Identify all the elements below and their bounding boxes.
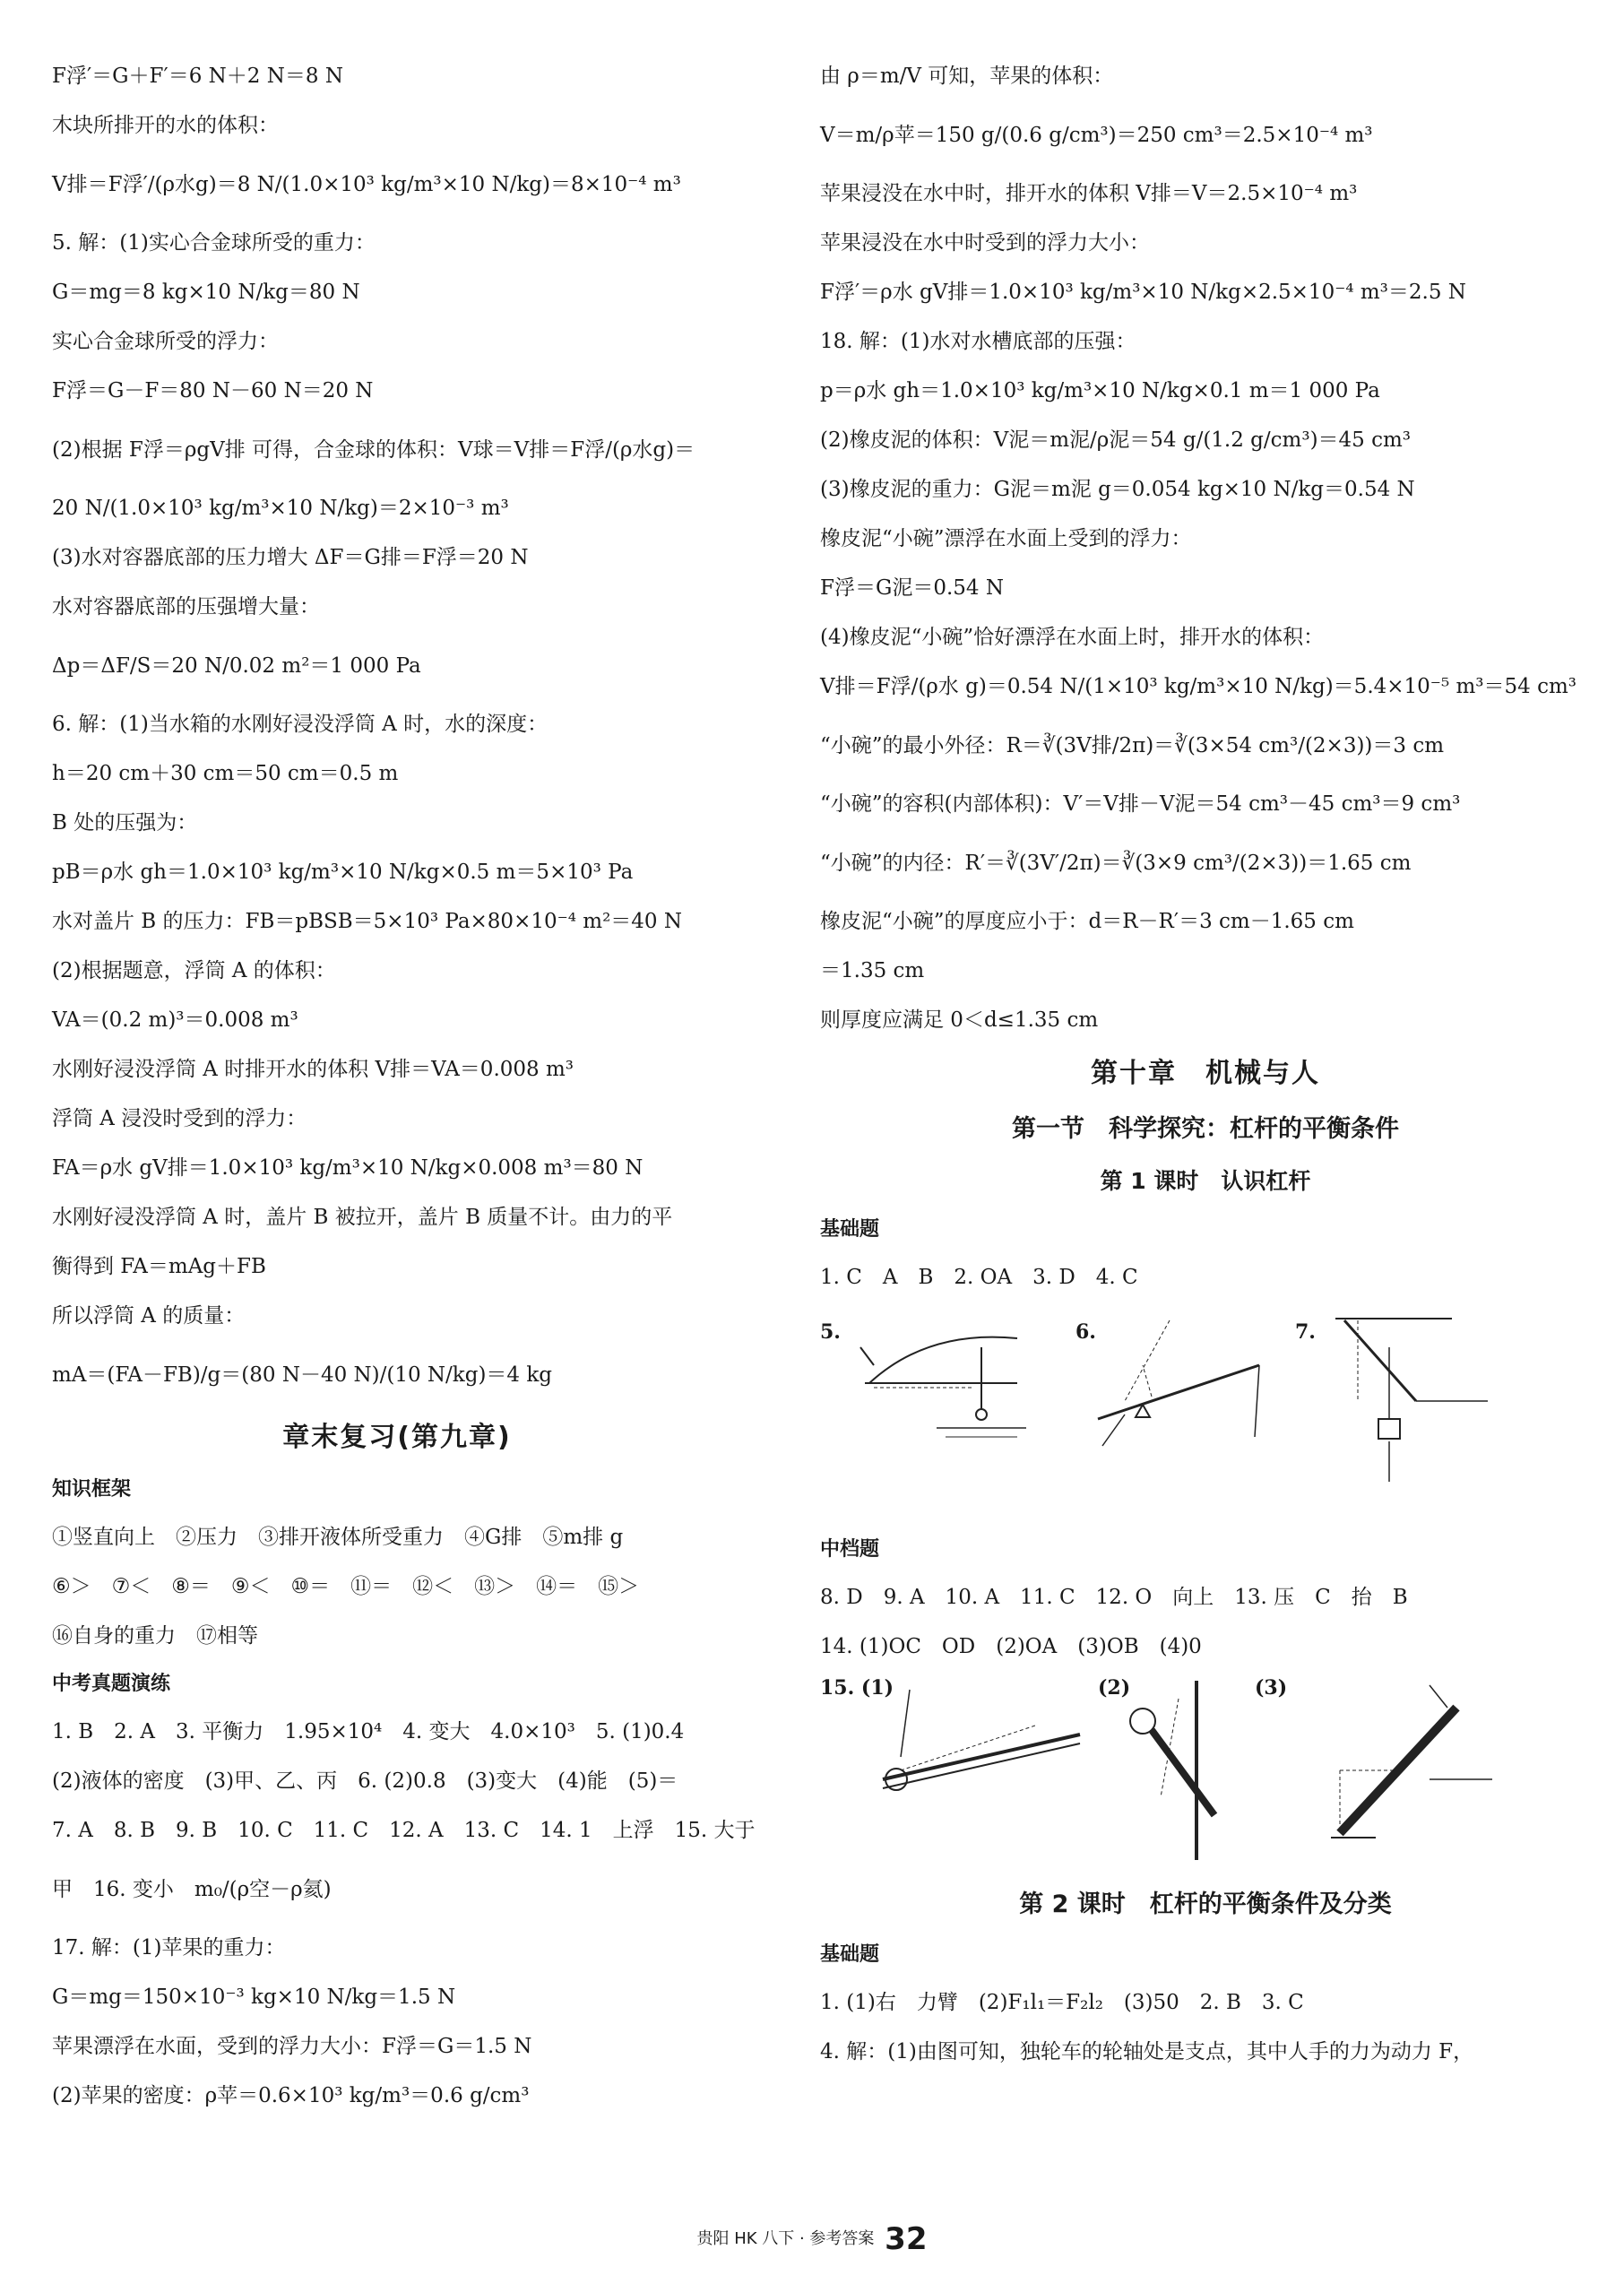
- figure-15-3-diagram: [1304, 1681, 1501, 1860]
- answer-line: G＝mg＝8 kg×10 N/kg＝80 N: [52, 281, 360, 304]
- answer-line: 则厚度应满足 0＜d≤1.35 cm: [820, 1008, 1099, 1032]
- answer-line: 实心合金球所受的浮力：: [52, 330, 279, 353]
- answer-line: 衡得到 FA＝mAg＋FB: [52, 1255, 266, 1278]
- answer-line: 水对容器底部的压强增大量：: [52, 595, 320, 619]
- answer-line: FA＝ρ水 gV排＝1.0×10³ kg/m³×10 N/kg×0.008 m³＝80 N: [52, 1156, 644, 1180]
- figure-15-1-diagram: [874, 1681, 1089, 1815]
- basic-heading: 基础题: [820, 1943, 880, 1966]
- exam-line: 1. B 2. A 3. 平衡力 1.95×10⁴ 4. 变大 4.0×10³ 5. (1)0.4: [52, 1720, 685, 1743]
- answer-line: 20 N/(1.0×10³ kg/m³×10 N/kg)＝2×10⁻³ m³: [52, 497, 509, 520]
- answer-line: 5. 解：(1)实心合金球所受的重力：: [52, 231, 376, 255]
- answer-line: (3)橡皮泥的重力：G泥＝m泥 g＝0.054 kg×10 N/kg＝0.54 N: [820, 478, 1415, 501]
- framework-line: ①竖直向上 ②压力 ③排开液体所受重力 ④G排 ⑤m排 g: [52, 1526, 624, 1549]
- answer-line: Δp＝ΔF/S＝20 N/0.02 m²＝1 000 Pa: [52, 654, 421, 678]
- answer-line: (4)橡皮泥“小碗”恰好漂浮在水面上时，排开水的体积：: [820, 626, 1325, 649]
- exam-line: 7. A 8. B 9. B 10. C 11. C 12. A 13. C 14. 1 上浮 15. 大于: [52, 1819, 756, 1842]
- answer-line: mA＝(FA－FB)/g＝(80 N－40 N)/(10 N/kg)＝4 kg: [52, 1363, 553, 1387]
- mid-heading: 中档题: [820, 1538, 880, 1561]
- mid-line: 14. (1)OC OD (2)OA (3)OB (4)0: [820, 1635, 1202, 1658]
- answer-line: (2)根据题意，浮筒 A 的体积：: [52, 959, 336, 982]
- exam-line: (2)液体的密度 (3)甲、乙、丙 6. (2)0.8 (3)变大 (4)能 (5)＝: [52, 1769, 678, 1793]
- chapter-review-title: 章末复习(第九章): [282, 1422, 512, 1453]
- figure-5-diagram: [847, 1311, 1026, 1455]
- answer-line: 浮筒 A 浸没时受到的浮力：: [52, 1107, 307, 1130]
- answer-line: 橡皮泥“小碗”的厚度应小于：d＝R－R′＝3 cm－1.65 cm: [820, 910, 1354, 933]
- basic-heading: 基础题: [820, 1218, 880, 1241]
- answer-line: 水对盖片 B 的压力：FB＝pBSB＝5×10³ Pa×80×10⁻⁴ m²＝40 N: [52, 910, 683, 933]
- answer-line: ＝1.35 cm: [820, 959, 925, 982]
- page-footer: [0, 2221, 1624, 2257]
- page-number: 32: [885, 2221, 928, 2257]
- lesson-title: 第 1 课时 认识杠杆: [1100, 1168, 1311, 1194]
- mid-line: 8. D 9. A 10. A 11. C 12. O 向上 13. 压 C 抬 B: [820, 1586, 1408, 1609]
- answer-line: “小碗”的内径：R′＝∛(3V′/2π)＝∛(3×9 cm³/(2×3))＝1.65 cm: [820, 852, 1412, 875]
- exam-heading: 中考真题演练: [52, 1673, 171, 1695]
- answer-line: 6. 解：(1)当水箱的水刚好浸没浮筒 A 时，水的深度：: [52, 713, 549, 736]
- framework-line: ⑥＞ ⑦＜ ⑧＝ ⑨＜ ⑩＝ ⑪＝ ⑫＜ ⑬＞ ⑭＝ ⑮＞: [52, 1575, 640, 1598]
- answer-line: (2)根据 F浮＝ρgV排 可得，合金球的体积：V球＝V排＝F浮/(ρ水g)＝: [52, 438, 695, 462]
- answer-line: 18. 解：(1)水对水槽底部的压强：: [820, 330, 1136, 353]
- answer-line: “小碗”的容积(内部体积)：V′＝V排－V泥＝54 cm³－45 cm³＝9 cm³: [820, 792, 1461, 816]
- exam-line: 甲 16. 变小 m₀/(ρ空－ρ氦): [52, 1878, 332, 1901]
- framework-line: ⑯自身的重力 ⑰相等: [52, 1624, 258, 1648]
- lever-figures: [820, 1302, 1591, 1527]
- fig-label: (3): [1255, 1676, 1288, 1700]
- answer-line: (3)水对容器底部的压力增大 ΔF＝G排＝F浮＝20 N: [52, 546, 529, 569]
- exam-line: 17. 解：(1)苹果的重力：: [52, 1936, 286, 1960]
- left-column: [52, 52, 756, 2121]
- exam-line: 苹果漂浮在水面，受到的浮力大小：F浮＝G＝1.5 N: [52, 2035, 532, 2058]
- figure-15-2-diagram: [1116, 1681, 1241, 1860]
- framework-heading: 知识框架: [52, 1478, 132, 1501]
- exam-line: G＝mg＝150×10⁻³ kg×10 N/kg＝1.5 N: [52, 1986, 456, 2009]
- answer-line: 所以浮筒 A 的质量：: [52, 1304, 246, 1328]
- answer-line: 由 ρ＝m/V 可知，苹果的体积：: [820, 65, 1114, 88]
- answer-line: F浮′＝ρ水 gV排＝1.0×10³ kg/m³×10 N/kg×2.5×10⁻⁴ m³＝2.5 N: [820, 281, 1466, 304]
- basic-line: 4. 解：(1)由图可知，独轮车的轮轴处是支点，其中人手的力为动力 F，: [820, 2040, 1474, 2063]
- answer-line: F浮＝G泥＝0.54 N: [820, 576, 1004, 600]
- answer-line: B 处的压强为：: [52, 811, 198, 835]
- answer-line: 橡皮泥“小碗”漂浮在水面上受到的浮力：: [820, 527, 1192, 550]
- figure-6-diagram: [1089, 1311, 1268, 1455]
- footer-text: 贵阳 HK 八下 · 参考答案: [696, 2229, 875, 2248]
- fig-label: 6.: [1075, 1320, 1096, 1344]
- answer-line: F浮＝G－F＝80 N－60 N＝20 N: [52, 379, 374, 402]
- answer-line: h＝20 cm＋30 cm＝50 cm＝0.5 m: [52, 762, 399, 785]
- basic-answers: 1. C A B 2. OA 3. D 4. C: [820, 1266, 1138, 1289]
- fig-label: 7.: [1295, 1320, 1316, 1344]
- answer-line: 苹果浸没在水中时，排开水的体积 V排＝V＝2.5×10⁻⁴ m³: [820, 182, 1358, 205]
- answer-line: pB＝ρ水 gh＝1.0×10³ kg/m³×10 N/kg×0.5 m＝5×10³ Pa: [52, 861, 634, 884]
- lesson-title: 第 2 课时 杠杆的平衡条件及分类: [1019, 1890, 1392, 1918]
- answer-line: p＝ρ水 gh＝1.0×10³ kg/m³×10 N/kg×0.1 m＝1 000 Pa: [820, 379, 1380, 402]
- answer-line: V排＝F浮/(ρ水 g)＝0.54 N/(1×10³ kg/m³×10 N/kg)＝5.4×10⁻⁵ m³＝54 cm³: [820, 675, 1576, 698]
- answer-line: 水刚好浸没浮筒 A 时，盖片 B 被拉开，盖片 B 质量不计。由力的平: [52, 1206, 673, 1229]
- answer-line: V排＝F浮′/(ρ水g)＝8 N/(1.0×10³ kg/m³×10 N/kg)＝8×10⁻⁴ m³: [52, 173, 681, 196]
- answer-line: “小碗”的最小外径：R＝∛(3V排/2π)＝∛(3×54 cm³/(2×3))＝3 cm: [820, 734, 1445, 757]
- figure-15: [820, 1672, 1591, 1878]
- answer-line: 苹果浸没在水中时受到的浮力大小：: [820, 231, 1150, 255]
- right-column: [820, 52, 1591, 2077]
- chapter-title: 第十章 机械与人: [1091, 1058, 1320, 1089]
- section-title: 第一节 科学探究：杠杆的平衡条件: [1012, 1115, 1399, 1143]
- answer-line: VA＝(0.2 m)³＝0.008 m³: [52, 1008, 298, 1032]
- answer-line: 木块所排开的水的体积：: [52, 114, 279, 137]
- fig-label: (2): [1098, 1676, 1131, 1700]
- exam-line: (2)苹果的密度：ρ苹＝0.6×10³ kg/m³＝0.6 g/cm³: [52, 2084, 530, 2107]
- fig-label: 5.: [820, 1320, 841, 1344]
- answer-line: (2)橡皮泥的体积：V泥＝m泥/ρ泥＝54 g/(1.2 g/cm³)＝45 cm³: [820, 428, 1412, 452]
- basic-line: 1. (1)右 力臂 (2)F₁l₁＝F₂l₂ (3)50 2. B 3. C: [820, 1991, 1304, 2014]
- answer-line: V＝m/ρ苹＝150 g/(0.6 g/cm³)＝250 cm³＝2.5×10⁻⁴ m³: [820, 124, 1373, 147]
- fig-label: 15. (1): [820, 1676, 894, 1700]
- answer-line: 水刚好浸没浮筒 A 时排开水的体积 V排＝VA＝0.008 m³: [52, 1058, 574, 1081]
- answer-line: F浮′＝G＋F′＝6 N＋2 N＝8 N: [52, 65, 343, 88]
- figure-7-diagram: [1317, 1311, 1497, 1491]
